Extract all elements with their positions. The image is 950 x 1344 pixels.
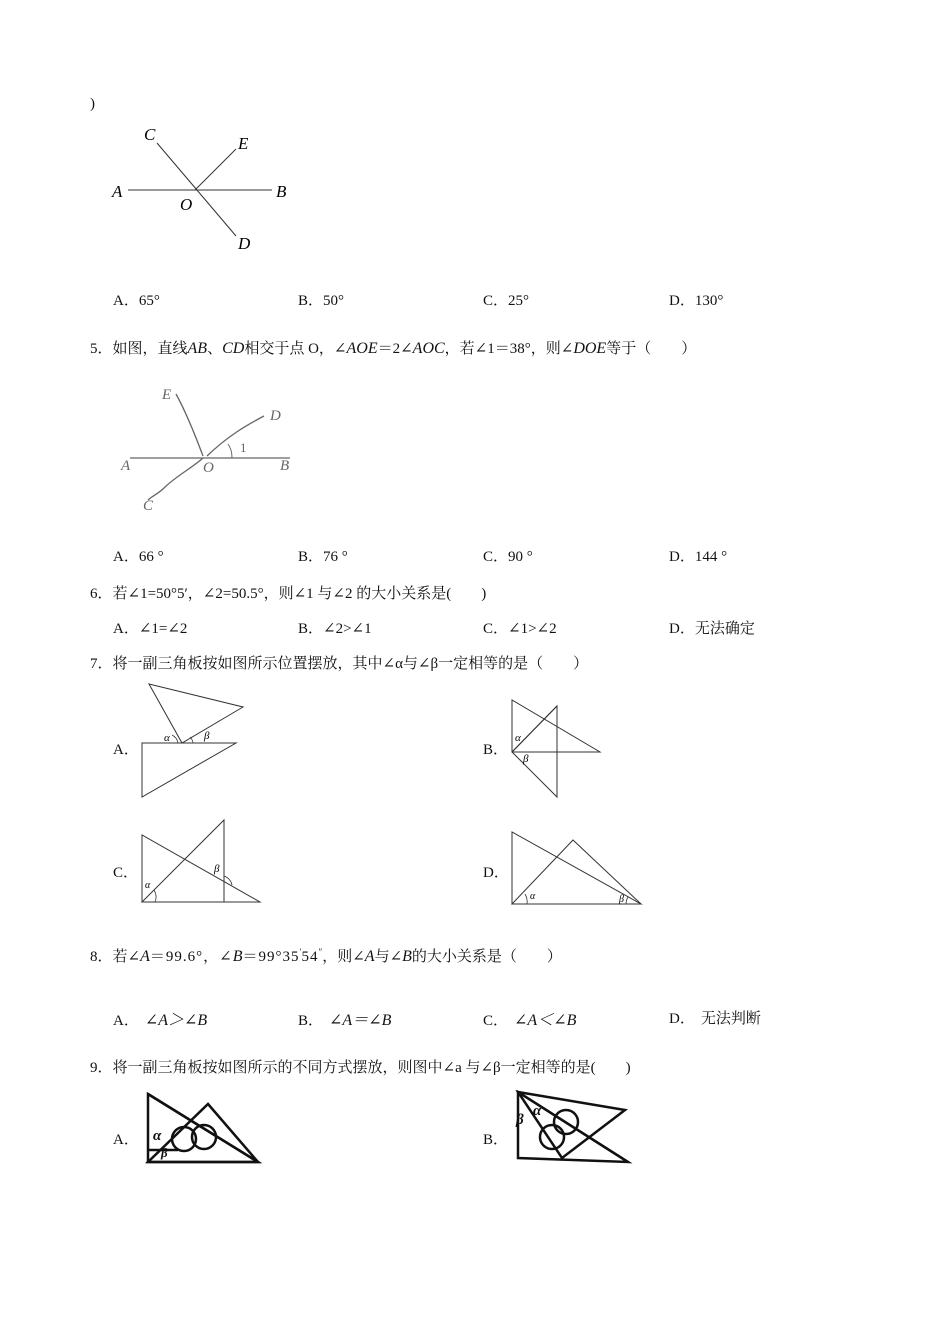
q6-option-c: C．∠1>∠2 (483, 621, 557, 637)
q9-b-alpha: α (533, 1103, 542, 1119)
q4-label-a: A (112, 182, 123, 201)
q4-label-c: C (144, 125, 156, 144)
q9-a-alpha: α (153, 1128, 162, 1144)
q8-text: 54 (301, 949, 319, 965)
q4-label-o: O (180, 195, 193, 214)
q6-option-b: B．∠2>∠1 (298, 621, 372, 637)
q5-sep: 、 (207, 341, 223, 357)
q8-text: ＝99°35 (242, 949, 300, 965)
q4-option-c: C．25° (483, 293, 530, 309)
q5-text: 相交于点 O，∠ (244, 341, 347, 357)
q5-line-ab: AB (187, 340, 208, 357)
q6-stem: 6．若∠1=50°5′，∠2=50.5°，则∠1 与∠2 的大小关系是( ) (90, 586, 487, 602)
q8-text: ＝99.6°，∠ (149, 949, 233, 965)
q4-option-d: D．130° (669, 293, 724, 309)
q4-closing-paren: ) (90, 96, 95, 112)
q7-stem: 7．将一副三角板按如图所示位置摆放，其中∠α与∠β一定相等的是（ ） (90, 656, 589, 672)
q5-label-e: E (162, 387, 172, 403)
q5-angle-aoc: AOC (412, 340, 445, 357)
q7-a-beta: β (204, 730, 210, 742)
q7-a-alpha: α (164, 732, 170, 744)
q6-option-d: D．无法确定 (669, 621, 755, 637)
q7-option-c-label: C． (113, 865, 139, 881)
q8-text: 若∠ (112, 949, 141, 965)
q5-label-a: A (121, 458, 131, 474)
q5-option-c: C．90 ° (483, 549, 533, 565)
q5-text: ＝2∠ (377, 341, 413, 357)
q7-option-b-label: B． (483, 742, 509, 758)
q8-option-c-label: C． (483, 1013, 509, 1029)
q8-text: 的大小关系是（ ） (411, 949, 562, 965)
q9-stem: 9．将一副三角板按如图所示的不同方式摆放，则图中∠a 与∠β一定相等的是( ) (90, 1060, 631, 1076)
q5-angle-aoe: AOE (346, 340, 378, 357)
q9-option-b-label: B． (483, 1132, 509, 1148)
q5-text: ，若∠1＝38°，则∠ (444, 341, 574, 357)
q9-b-beta: β (516, 1112, 524, 1128)
q7-d-beta: β (619, 894, 624, 905)
q5-label-1: 1 (240, 440, 247, 455)
q5-angle-doe: DOE (573, 340, 607, 357)
q5-number: 5． (90, 341, 113, 357)
q4-label-d: D (238, 234, 251, 253)
q5-text: 等于（ ） (606, 341, 697, 357)
q7-c-beta: β (214, 863, 220, 875)
q8-option-d-label: D． (669, 1011, 695, 1027)
q5-line-cd: CD (222, 340, 245, 357)
q8-angle-a: A (140, 948, 150, 965)
q5-label-b: B (280, 458, 290, 474)
q7-option-d-label: D． (483, 865, 509, 881)
q9-a-beta: β (161, 1145, 168, 1160)
q8-number: 8． (90, 949, 113, 965)
q4-option-b: B．50° (298, 293, 345, 309)
q5-option-a: A．66 ° (113, 549, 164, 565)
q7-d-alpha: α (530, 891, 536, 902)
q7-option-a-label: A． (113, 742, 139, 758)
q5-label-c: C (143, 498, 154, 514)
q9-option-a-label: A． (113, 1132, 139, 1148)
q8-minute-mark: ′ (299, 947, 302, 957)
q5-text: 如图，直线 (112, 341, 188, 357)
q8-option-b-label: B． (298, 1013, 324, 1029)
q4-label-e: E (238, 134, 249, 153)
q8-second-mark: ″ (318, 947, 323, 957)
q4-label-b: B (276, 182, 287, 201)
q8-option-a-expr: ∠A＞∠B (144, 1012, 208, 1029)
q7-b-alpha: α (515, 732, 521, 744)
q4-option-a: A．65° (113, 293, 160, 309)
q8-angle-a: A (364, 948, 375, 965)
q7-b-beta: β (523, 753, 529, 765)
q5-option-b: B．76 ° (298, 549, 348, 565)
q5-label-d: D (270, 408, 281, 424)
q8-option-c-expr: ∠A＜∠B (514, 1012, 577, 1029)
q9-figure-b (515, 1092, 628, 1162)
q8-option-a-label: A． (113, 1013, 139, 1029)
q9-figure-a (148, 1094, 258, 1162)
q5-option-d: D．144 ° (669, 549, 728, 565)
q8-angle-b: B (232, 948, 243, 965)
q8-angle-b: B (402, 948, 412, 965)
q8-option-b-expr: ∠A＝∠B (329, 1012, 392, 1029)
q8-text: ，则∠ (322, 949, 365, 965)
q6-option-a: A．∠1=∠2 (113, 621, 188, 637)
q8-text: 与∠ (374, 949, 403, 965)
q7-c-alpha: α (145, 880, 151, 891)
q5-label-o: O (203, 460, 214, 476)
q8-option-d-expr: 无法判断 (700, 1011, 761, 1027)
